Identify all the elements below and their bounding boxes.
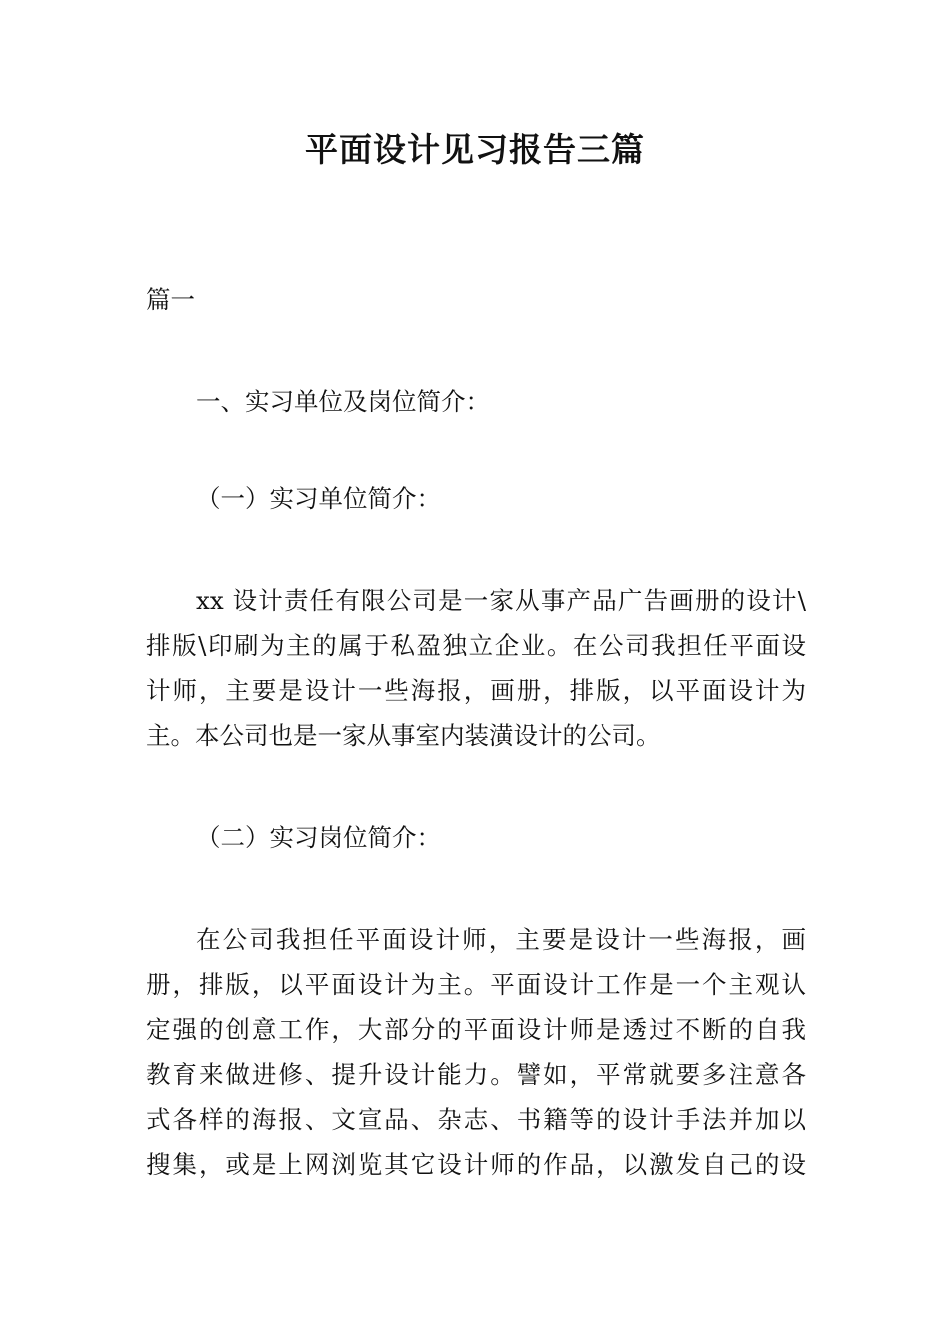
paragraph-line: 式各样的海报、文宣品、杂志、书籍等的设计手法并加以: [146, 1105, 806, 1134]
section-heading: 一、实习单位及岗位简介：: [196, 387, 490, 416]
paragraph-line: 搜集，或是上网浏览其它设计师的作品，以激发自己的设: [146, 1150, 806, 1179]
paragraph-line: 教育来做进修、提升设计能力。譬如，平常就要多注意各: [146, 1060, 806, 1089]
paragraph-line: 定强的创意工作，大部分的平面设计师是透过不断的自我: [146, 1015, 806, 1044]
subsection-heading-unit: （一）实习单位简介：: [196, 484, 441, 513]
document-title: 平面设计见习报告三篇: [305, 130, 645, 169]
paragraph-line: 主。本公司也是一家从事室内装潢设计的公司。: [146, 721, 661, 750]
paragraph-line: 在公司我担任平面设计师，主要是设计一些海报，画: [196, 925, 806, 954]
paragraph-line: 计师，主要是设计一些海报，画册，排版，以平面设计为: [146, 676, 806, 705]
paragraph-line: 册，排版，以平面设计为主。平面设计工作是一个主观认: [146, 970, 806, 999]
paragraph-line: xx 设计责任有限公司是一家从事产品广告画册的设计\: [196, 586, 806, 615]
paragraph-line: 排版\印刷为主的属于私盈独立企业。在公司我担任平面设: [146, 631, 806, 660]
part-label: 篇一: [146, 285, 195, 314]
subsection-heading-position: （二）实习岗位简介：: [196, 823, 441, 852]
